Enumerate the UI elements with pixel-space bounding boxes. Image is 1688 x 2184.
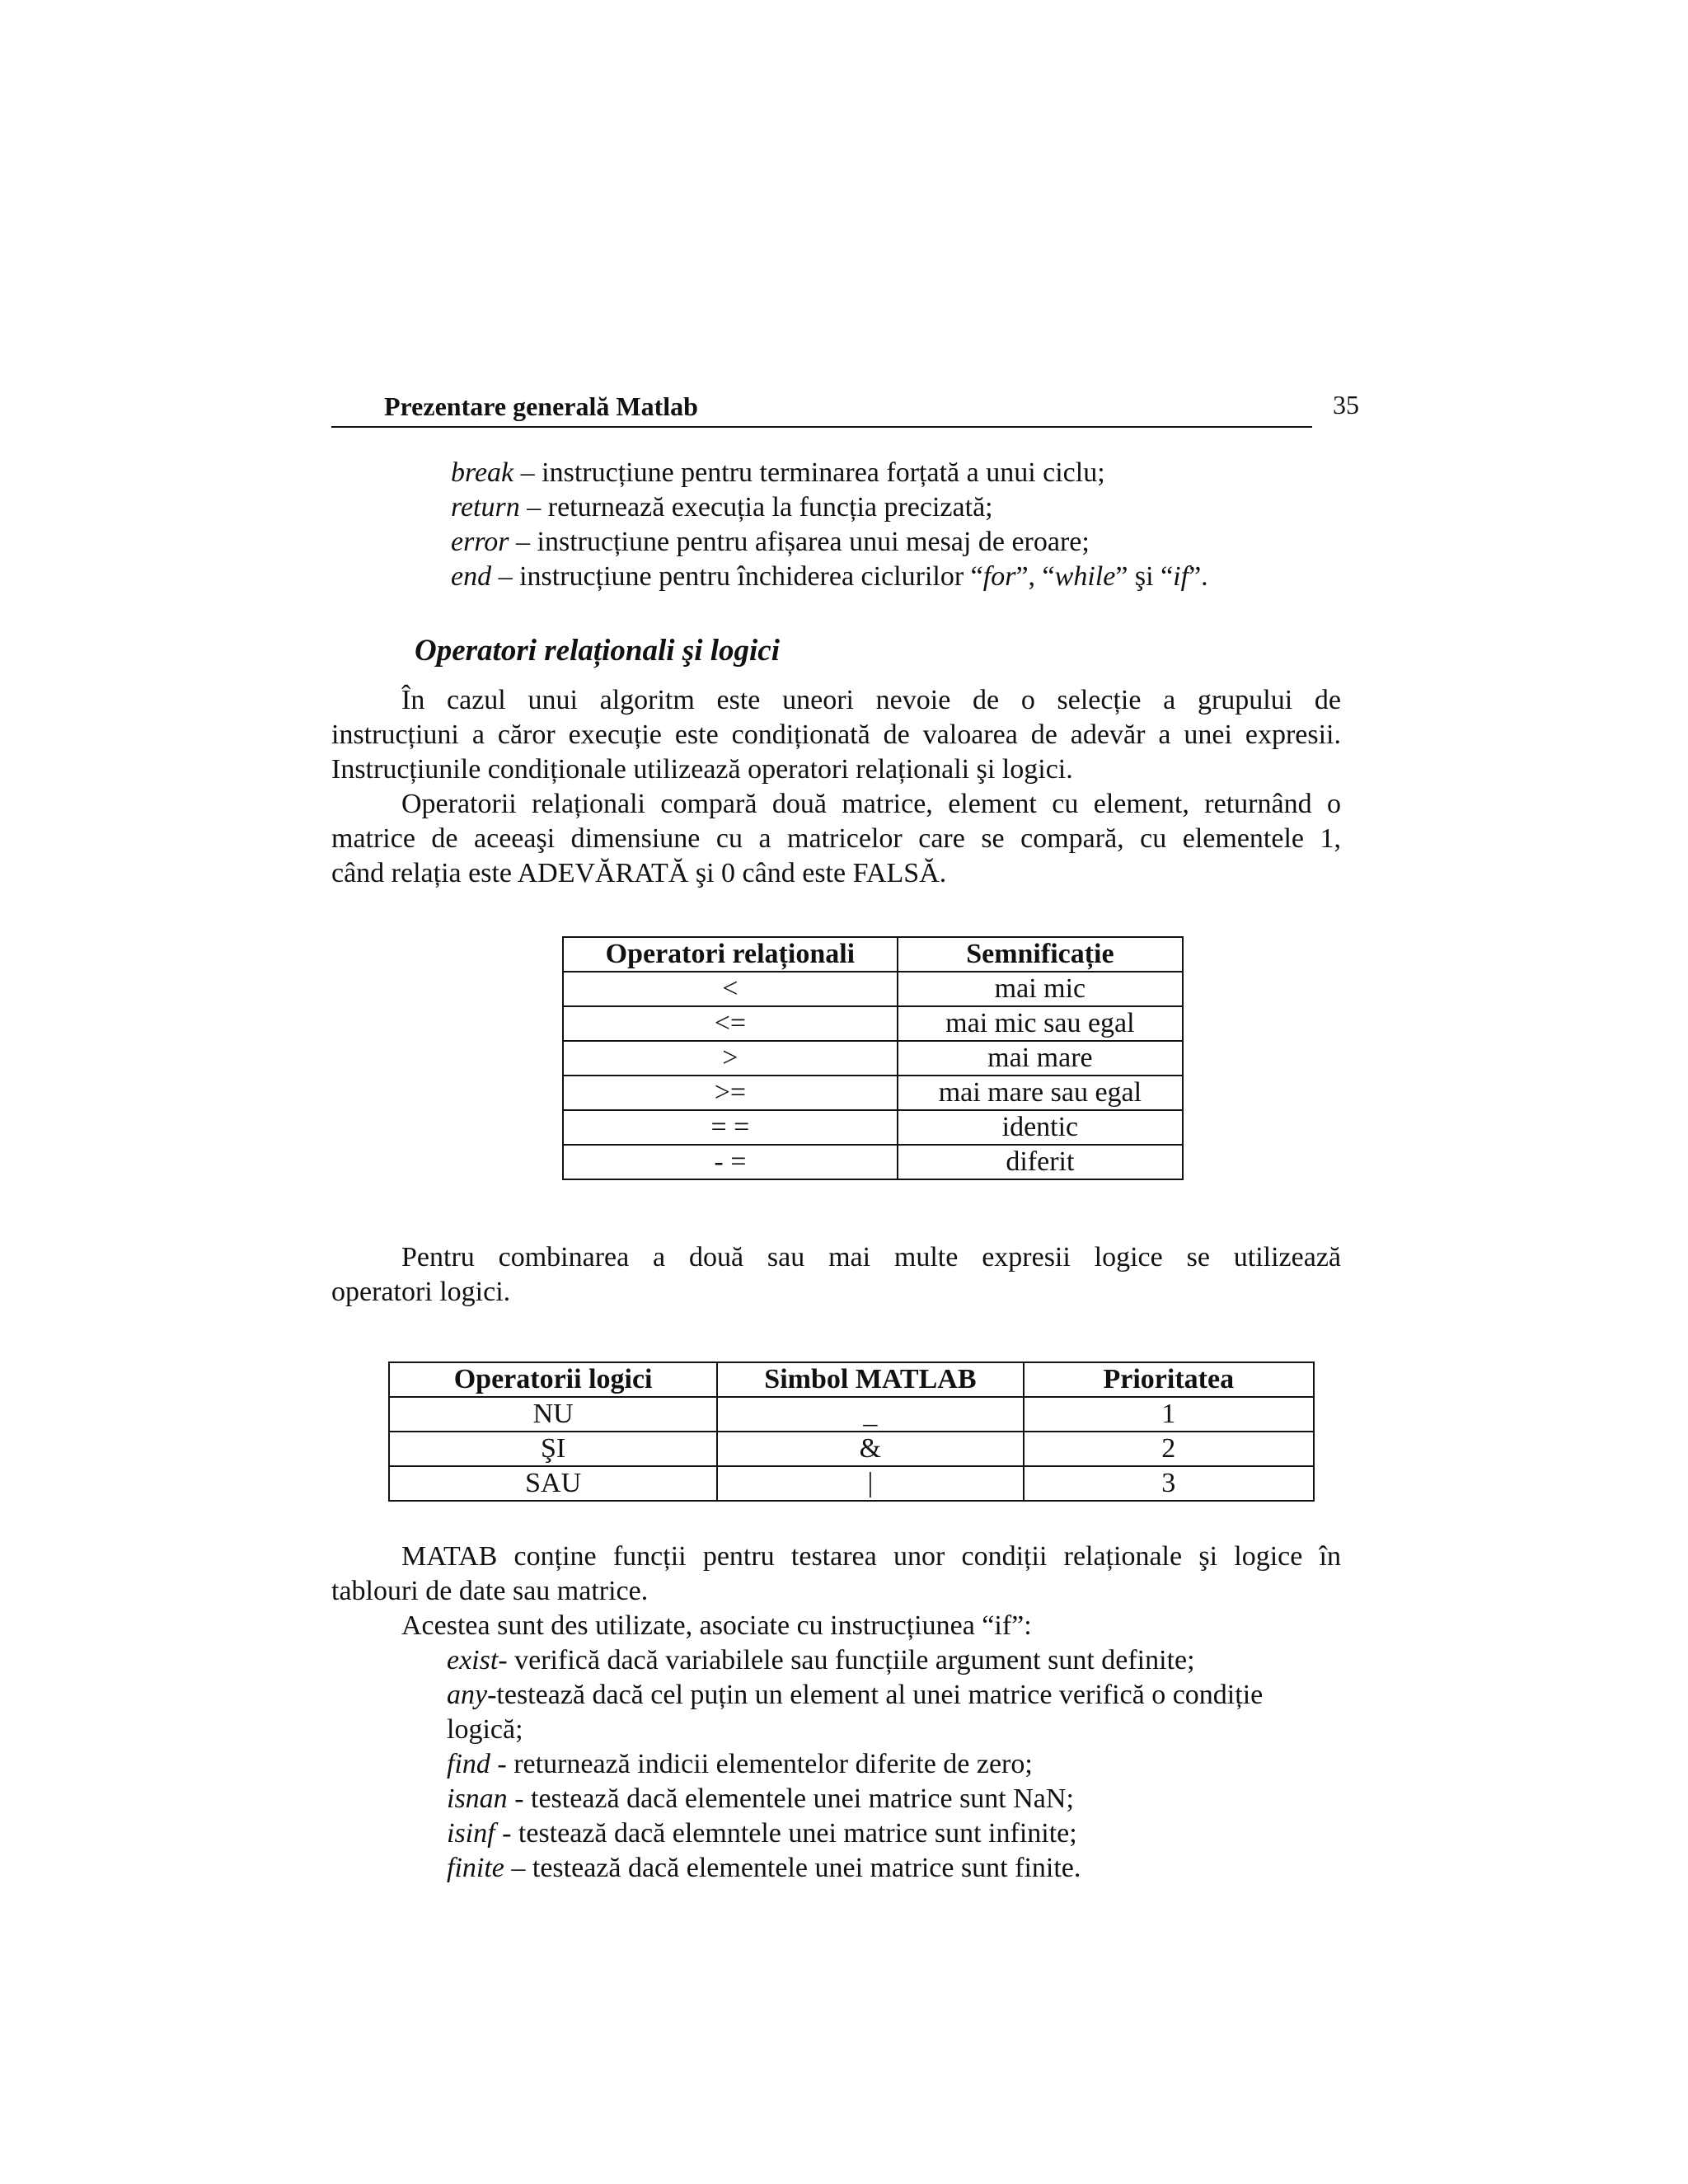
desc-isnan: - testează dacă elementele unei matrice sunt NaN; bbox=[507, 1783, 1074, 1814]
desc-end-a: – instrucțiune pentru închiderea ciclurilor “ bbox=[491, 561, 983, 592]
desc-error: – instrucțiune pentru afișarea unui mesaj de eroare; bbox=[509, 527, 1090, 557]
desc-end-c: ” şi “ bbox=[1115, 561, 1174, 592]
table-row bbox=[389, 1397, 1314, 1432]
operator-cell: > bbox=[563, 1041, 898, 1076]
operator-cell: NU bbox=[389, 1397, 717, 1432]
table-row bbox=[563, 972, 1183, 1006]
para2-line2: matrice de aceeaşi dimensiune cu a matricelor care se compară, cu elementele 1, bbox=[331, 823, 1341, 854]
list-item-break bbox=[451, 456, 1105, 490]
list-item-any bbox=[447, 1678, 1263, 1713]
meaning-cell: diferit bbox=[898, 1145, 1183, 1179]
operator-cell: <= bbox=[563, 1006, 898, 1041]
meaning-cell: identic bbox=[898, 1110, 1183, 1145]
priority-cell: 3 bbox=[1024, 1466, 1314, 1501]
para1-line1: În cazul unui algoritm este uneori nevoie de o selecție a grupului de bbox=[401, 685, 1341, 715]
meaning-cell: mai mare bbox=[898, 1041, 1183, 1076]
column-header: Operatori relaționali bbox=[563, 937, 898, 972]
para2-line1: Operatorii relaționali compară două matrice, element cu element, returnând o bbox=[401, 789, 1341, 819]
operator-cell: SAU bbox=[389, 1466, 717, 1501]
operator-cell: < bbox=[563, 972, 898, 1006]
column-header: Prioritatea bbox=[1024, 1362, 1314, 1397]
table-row bbox=[389, 1466, 1314, 1501]
list-item-find bbox=[447, 1747, 1033, 1782]
operator-cell: ŞI bbox=[389, 1432, 717, 1466]
list-item-end bbox=[451, 560, 1208, 594]
relational-operators-table bbox=[562, 936, 1184, 1180]
keyword-isinf: isinf bbox=[447, 1818, 495, 1849]
table-row bbox=[563, 1041, 1183, 1076]
desc-any: -testează dacă cel puțin un element al unei matrice verifică o condiție bbox=[487, 1680, 1264, 1710]
page-header bbox=[331, 390, 1359, 429]
running-title: Prezentare generală Matlab bbox=[384, 391, 698, 421]
desc-finite: – testează dacă elementele unei matrice sunt finite. bbox=[504, 1853, 1081, 1883]
para4-line3: Acestea sunt des utilizate, asociate cu instrucțiunea “if”: bbox=[401, 1610, 1032, 1641]
table-header-row bbox=[563, 937, 1183, 972]
keyword-isnan: isnan bbox=[447, 1783, 508, 1814]
para4-line1: MATAB conține funcții pentru testarea unor condiții relaționale şi logice în bbox=[401, 1541, 1341, 1572]
list-item-exist bbox=[447, 1643, 1195, 1678]
table-row bbox=[563, 1145, 1183, 1179]
list-item-finite bbox=[447, 1851, 1081, 1886]
keyword-if: if bbox=[1173, 561, 1189, 592]
list-item-isinf bbox=[447, 1816, 1077, 1851]
para2-line3: când relația este ADEVĂRATĂ şi 0 când este FALSĂ. bbox=[331, 858, 947, 888]
column-header: Semnificație bbox=[898, 937, 1183, 972]
para1-line2: instrucțiuni a căror execuție este condiționată de valoarea de adevăr a unei expresii. bbox=[331, 719, 1341, 750]
meaning-cell: mai mare sau egal bbox=[898, 1076, 1183, 1110]
keyword-error: error bbox=[451, 527, 509, 557]
keyword-while: while bbox=[1054, 561, 1116, 592]
priority-cell: 1 bbox=[1024, 1397, 1314, 1432]
operator-cell: - = bbox=[563, 1145, 898, 1179]
header-rule bbox=[331, 426, 1312, 428]
page-number: 35 bbox=[1333, 390, 1359, 419]
logical-operators-table bbox=[388, 1361, 1315, 1502]
desc-exist: - verifică dacă variabilele sau funcțiile argument sunt definite; bbox=[498, 1645, 1195, 1675]
para3-line2: operatori logici. bbox=[331, 1277, 511, 1307]
para4-line2: tablouri de date sau matrice. bbox=[331, 1576, 649, 1606]
keyword-for: for bbox=[982, 561, 1016, 592]
list-item-return bbox=[451, 490, 993, 525]
keyword-any: any bbox=[447, 1680, 488, 1710]
para1-line3: Instrucțiunile condiționale utilizează operatori relaționali şi logici. bbox=[331, 754, 1073, 785]
table-header-row bbox=[389, 1362, 1314, 1397]
table-row bbox=[389, 1432, 1314, 1466]
keyword-finite: finite bbox=[447, 1853, 504, 1883]
symbol-cell: _ bbox=[717, 1397, 1023, 1432]
priority-cell: 2 bbox=[1024, 1432, 1314, 1466]
symbol-cell: | bbox=[717, 1466, 1023, 1501]
list-item-isnan bbox=[447, 1782, 1074, 1816]
desc-end-d: ”. bbox=[1189, 561, 1208, 592]
keyword-find: find bbox=[447, 1749, 490, 1779]
table-row bbox=[563, 1110, 1183, 1145]
desc-break: – instrucțiune pentru terminarea forțată a unui ciclu; bbox=[513, 457, 1105, 488]
symbol-cell: & bbox=[717, 1432, 1023, 1466]
table-row bbox=[563, 1076, 1183, 1110]
desc-isinf: - testează dacă elemntele unei matrice sunt infinite; bbox=[495, 1818, 1077, 1849]
meaning-cell: mai mic sau egal bbox=[898, 1006, 1183, 1041]
operator-cell: >= bbox=[563, 1076, 898, 1110]
para3-line1: Pentru combinarea a două sau mai multe expresii logice se utilizează bbox=[401, 1242, 1341, 1272]
operator-cell: = = bbox=[563, 1110, 898, 1145]
section-heading: Operatori relaționali şi logici bbox=[415, 634, 780, 668]
table-row bbox=[563, 1006, 1183, 1041]
column-header: Operatorii logici bbox=[389, 1362, 717, 1397]
keyword-return: return bbox=[451, 492, 520, 523]
desc-return: – returnează execuția la funcția precizată; bbox=[519, 492, 993, 523]
desc-end-b: ”, “ bbox=[1015, 561, 1055, 592]
meaning-cell: mai mic bbox=[898, 972, 1183, 1006]
desc-find: - returnează indicii elementelor diferite de zero; bbox=[490, 1749, 1033, 1779]
keyword-end: end bbox=[451, 561, 492, 592]
column-header: Simbol MATLAB bbox=[717, 1362, 1023, 1397]
list-item-any-cont: logică; bbox=[447, 1714, 523, 1745]
list-item-error bbox=[451, 525, 1090, 560]
keyword-exist: exist bbox=[447, 1645, 499, 1675]
keyword-break: break bbox=[451, 457, 514, 488]
